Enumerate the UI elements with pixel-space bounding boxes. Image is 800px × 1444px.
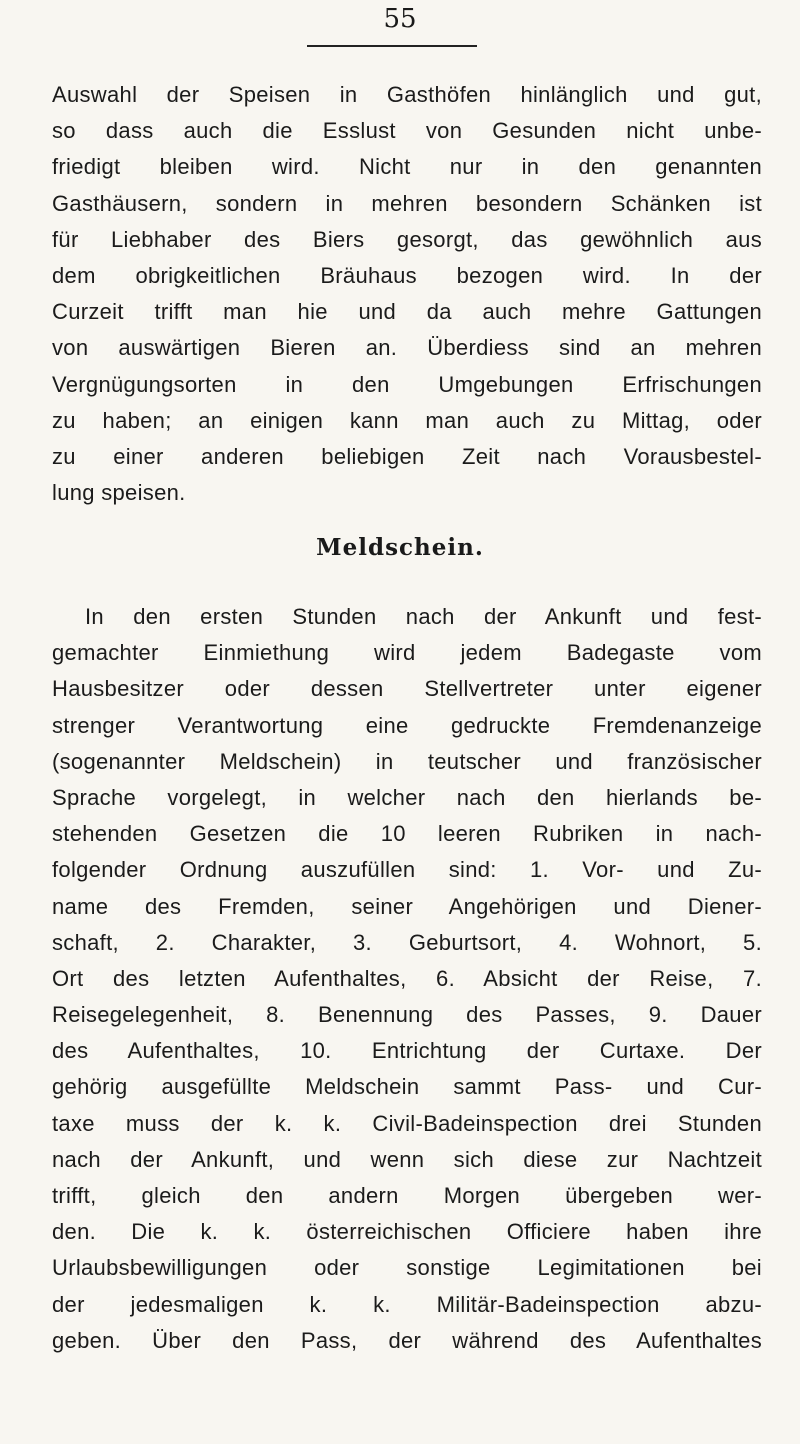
text-line: trifft, gleich den andern Morgen übergeben wer- <box>52 1183 762 1208</box>
text-line: gehörig ausgefüllte Meldschein sammt Pass- und Cur- <box>52 1074 762 1100</box>
text-line: lung speisen. <box>52 480 186 506</box>
text-line: so dass auch die Esslust von Gesunden nicht unbe- <box>52 118 762 144</box>
text-line: taxe muss der k. k. Civil-Badeinspection drei Stunden <box>52 1110 762 1136</box>
text-line: Gasthäusern, sondern in mehren besondern Schänken ist <box>52 190 762 216</box>
text-line: Urlaubsbewilligungen oder sonstige Legimitationen bei <box>52 1255 762 1281</box>
text-line: stehenden Gesetzen die 10 leeren Rubriken in nach- <box>52 821 762 847</box>
paragraph-dining <box>52 77 762 511</box>
text-line: des Aufenthaltes, 10. Entrichtung der Curtaxe. Der <box>52 1038 762 1064</box>
text-line: name des Fremden, seiner Angehörigen und Diener- <box>52 893 762 919</box>
text-line: Reisegelegenheit, 8. Benennung des Passes, 9. Dauer <box>52 1002 762 1028</box>
text-line: strenger Verantwortung eine gedruckte Fremdenanzeige <box>52 712 762 738</box>
text-line: Sprache vorgelegt, in welcher nach den hierlands be- <box>52 784 762 810</box>
text-line: von auswärtigen Bieren an. Überdiess sind an mehren <box>52 335 762 361</box>
text-line: zu einer anderen beliebigen Zeit nach Vorausbestel- <box>52 443 762 469</box>
text-line: Hausbesitzer oder dessen Stellvertreter unter eigener <box>52 676 762 702</box>
section-heading: Meldschein. <box>316 534 484 561</box>
text-line: (sogenannter Meldschein) in teutscher und französischer <box>52 748 762 774</box>
text-line: nach der Ankunft, und wenn sich diese zur Nachtzeit <box>52 1146 762 1172</box>
text-line: In den ersten Stunden nach der Ankunft und fest- <box>85 604 762 629</box>
header-rule <box>307 45 477 47</box>
text-line: den. Die k. k. österreichischen Officiere haben ihre <box>52 1219 762 1245</box>
text-line: Vergnügungsorten in den Umgebungen Erfrischungen <box>52 371 762 397</box>
paragraph-meldschein <box>52 599 762 1359</box>
text-line: Auswahl der Speisen in Gasthöfen hinlänglich und gut, <box>52 82 762 107</box>
text-line: gemachter Einmiethung wird jedem Badegaste vom <box>52 640 762 666</box>
text-line: geben. Über den Pass, der während des Aufenthaltes <box>52 1327 762 1353</box>
text-line: schaft, 2. Charakter, 3. Geburtsort, 4. Wohnort, 5. <box>52 929 762 955</box>
text-line: für Liebhaber des Biers gesorgt, das gewöhnlich aus <box>52 226 762 252</box>
text-line: dem obrigkeitlichen Bräuhaus bezogen wird. In der <box>52 262 762 288</box>
text-line: der jedesmaligen k. k. Militär-Badeinspection abzu- <box>52 1291 762 1317</box>
text-line: Curzeit trifft man hie und da auch mehre Gattungen <box>52 299 762 325</box>
page-number: 55 <box>383 4 417 34</box>
text-line: zu haben; an einigen kann man auch zu Mittag, oder <box>52 407 762 433</box>
text-line: folgender Ordnung auszufüllen sind: 1. Vor- und Zu- <box>52 857 762 883</box>
text-line: friedigt bleiben wird. Nicht nur in den genannten <box>52 154 762 180</box>
text-line: Ort des letzten Aufenthaltes, 6. Absicht der Reise, 7. <box>52 965 762 991</box>
